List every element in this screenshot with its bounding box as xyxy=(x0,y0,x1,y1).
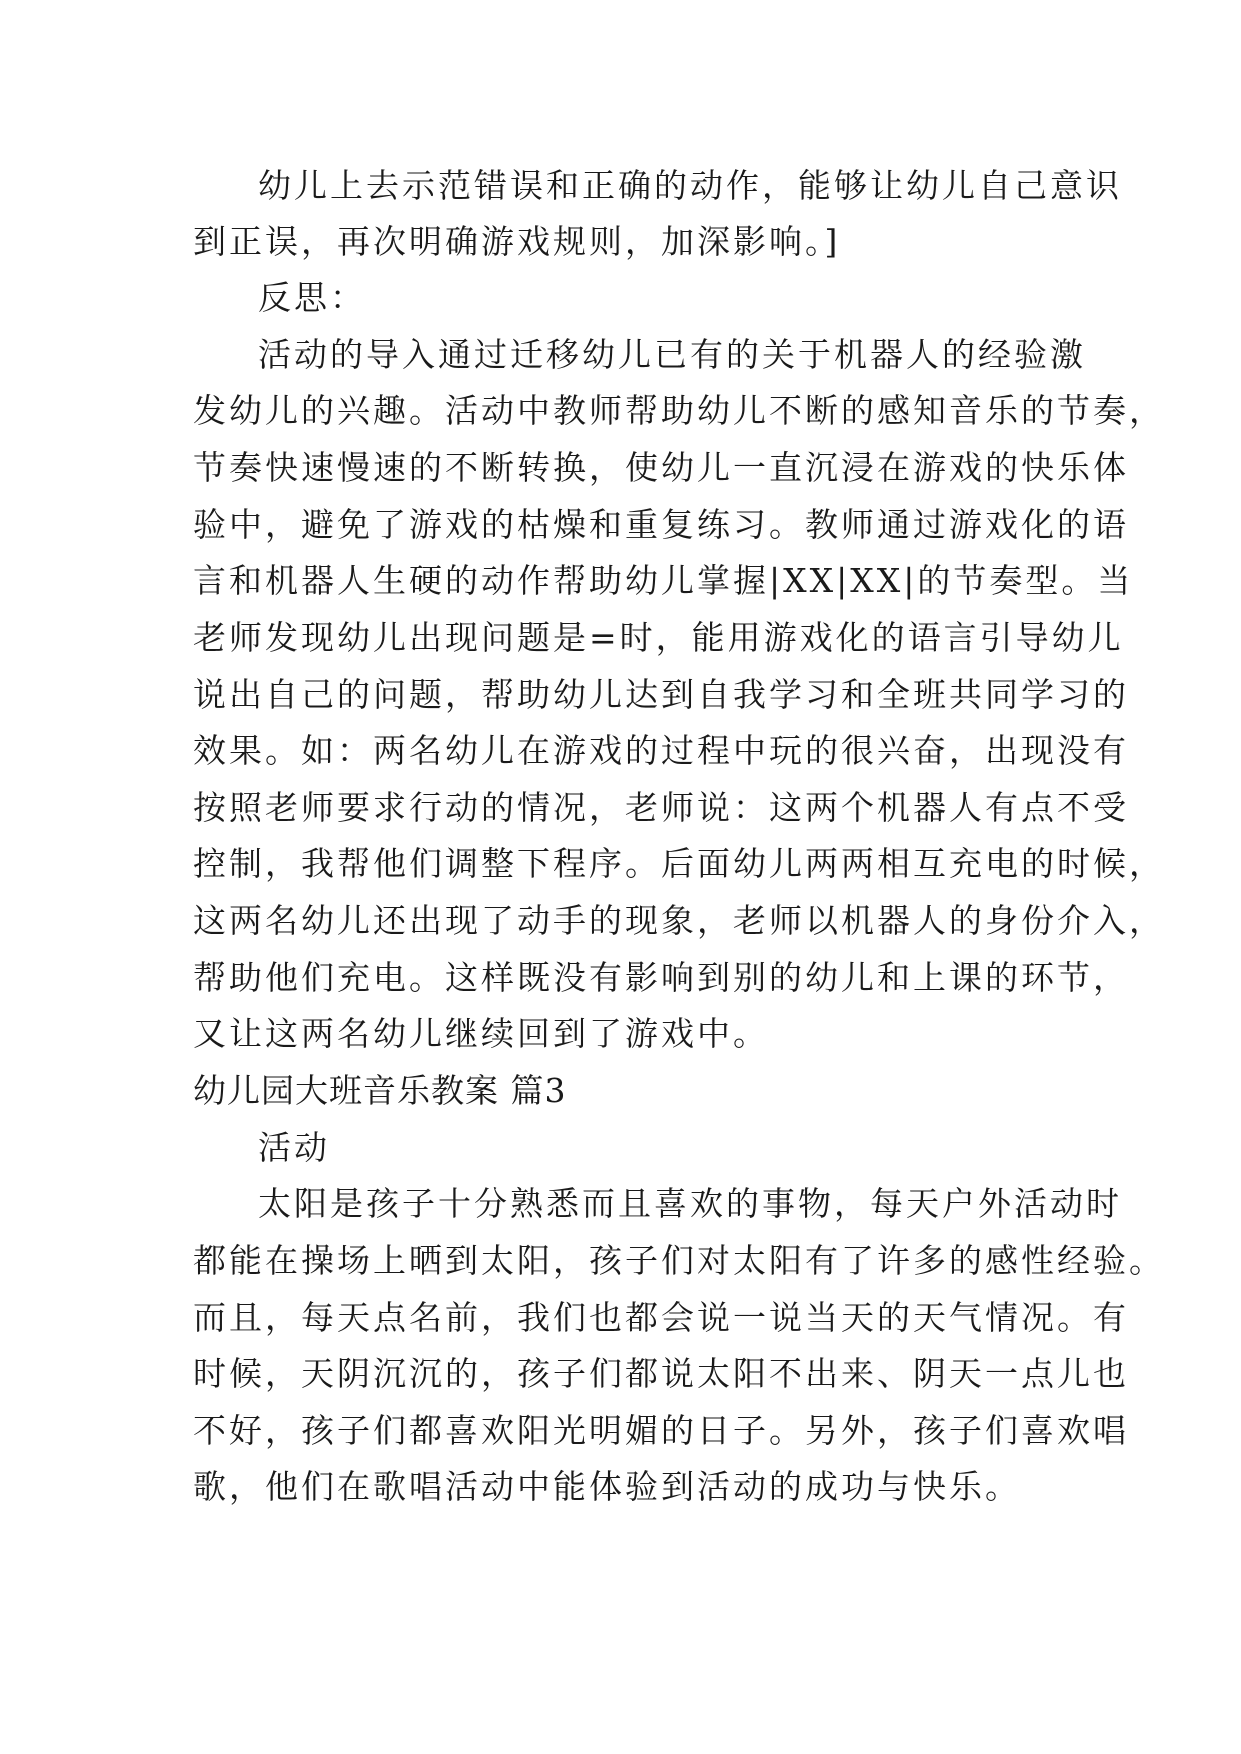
text-line-3: 反思： xyxy=(258,278,366,317)
text-line-16: 又让这两名幼儿继续回到了游戏中。 xyxy=(193,1014,769,1053)
text-line-10: 说出自己的问题，帮助幼儿达到自我学习和全班共同学习的 xyxy=(193,675,1129,714)
text-line-19: 太阳是孩子十分熟悉而且喜欢的事物，每天户外活动时 xyxy=(258,1184,1122,1223)
text-line-4: 活动的导入通过迁移幼儿已有的关于机器人的经验激 xyxy=(258,335,1086,374)
text-line-12: 按照老师要求行动的情况，老师说：这两个机器人有点不受 xyxy=(193,788,1129,827)
text-line-8: 言和机器人生硬的动作帮助幼儿掌握|XX|XX|的节奏型。当 xyxy=(193,561,1134,600)
text-line-13: 控制，我帮他们调整下程序。后面幼儿两两相互充电的时候， xyxy=(193,844,1165,883)
text-line-22: 时候，天阴沉沉的，孩子们都说太阳不出来、阴天一点儿也 xyxy=(193,1354,1129,1393)
text-line-6: 节奏快速慢速的不断转换，使幼儿一直沉浸在游戏的快乐体 xyxy=(193,448,1129,487)
text-line-9: 老师发现幼儿出现问题是=时，能用游戏化的语言引导幼儿 xyxy=(193,618,1124,657)
text-line-7: 验中，避免了游戏的枯燥和重复练习。教师通过游戏化的语 xyxy=(193,505,1129,544)
text-line-2: 到正误，再次明确游戏规则，加深影响。] xyxy=(193,222,841,261)
section-heading: 幼儿园大班音乐教案 篇3 xyxy=(193,1071,567,1110)
subheading-activity: 活动 xyxy=(258,1128,330,1167)
text-line-11: 效果。如：两名幼儿在游戏的过程中玩的很兴奋，出现没有 xyxy=(193,731,1129,770)
text-line-1: 幼儿上去示范错误和正确的动作，能够让幼儿自己意识 xyxy=(258,166,1122,205)
text-line-24: 歌，他们在歌唱活动中能体验到活动的成功与快乐。 xyxy=(193,1467,1021,1506)
text-line-23: 不好，孩子们都喜欢阳光明媚的日子。另外，孩子们喜欢唱 xyxy=(193,1411,1129,1450)
text-line-14: 这两名幼儿还出现了动手的现象，老师以机器人的身份介入， xyxy=(193,901,1165,940)
text-line-15: 帮助他们充电。这样既没有影响到别的幼儿和上课的环节， xyxy=(193,958,1129,997)
text-line-5: 发幼儿的兴趣。活动中教师帮助幼儿不断的感知音乐的节奏， xyxy=(193,391,1165,430)
text-line-21: 而且，每天点名前，我们也都会说一说当天的天气情况。有 xyxy=(193,1298,1129,1337)
text-line-20: 都能在操场上晒到太阳，孩子们对太阳有了许多的感性经验。 xyxy=(193,1241,1165,1280)
